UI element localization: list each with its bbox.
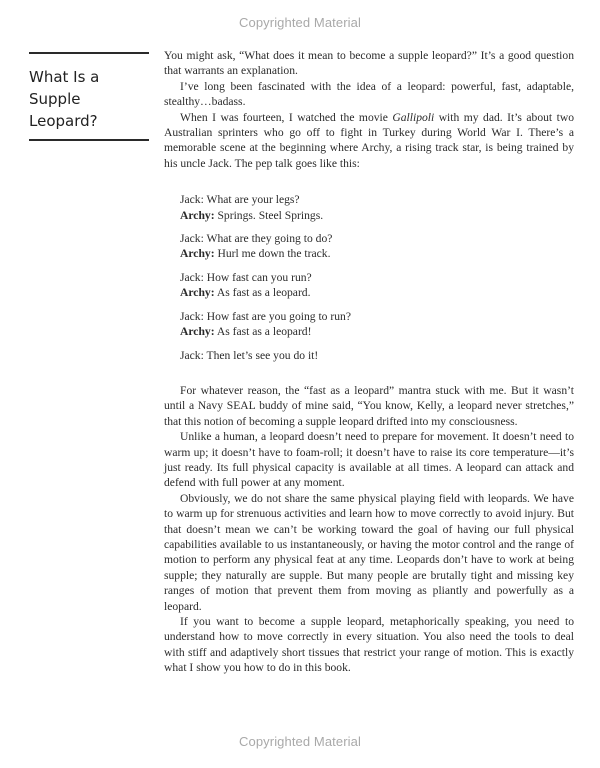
paragraph-text: When I was fourteen, I watched the movie: [180, 110, 393, 124]
dialogue-text: What are your legs?: [203, 193, 300, 207]
dialogue-text: As fast as a leopard!: [214, 325, 312, 339]
speaker-archy: Archy:: [180, 286, 215, 300]
paragraph: Obviously, we do not share the same physical playing field with leopards. We have to warm up for strenuous activities and learn how to move correctly to avoid injury. But that doesn’t mean we can’t be working toward the goal of having our full physical capabilities available to us instantaneously, or having the motor control and the range of motion to perform any physical feat at any time. Leopards don’t have to work at being supple; they naturally are supple. But many people are brutally tight and missing key ranges of motion that prevent them from moving as pliantly and powerfully as a leopard.: [164, 491, 574, 613]
speaker-archy: Archy:: [180, 208, 215, 222]
body-text: [164, 48, 574, 676]
dialogue-exchange: [180, 192, 574, 223]
dialogue-exchange: [180, 231, 574, 262]
dialogue-text: As fast as a leopard.: [214, 286, 311, 300]
dialogue-text: How fast are you going to run?: [203, 309, 351, 323]
speaker-jack: Jack:: [180, 270, 204, 284]
dialogue-exchange: [180, 348, 574, 363]
movie-title: Gallipoli: [392, 110, 435, 124]
speaker-archy: Archy:: [180, 325, 215, 339]
dialogue-line-jack: [180, 270, 574, 285]
dialogue-text: What are they going to do?: [203, 232, 333, 246]
dialogue-exchange: [180, 309, 574, 340]
paragraph: You might ask, “What does it mean to become a supple leopard?” It’s a good question that warrants an explanation.: [164, 49, 574, 78]
dialogue-line-archy: [180, 208, 574, 223]
speaker-jack: Jack:: [180, 348, 204, 362]
dialogue-text: How fast can you run?: [203, 270, 312, 284]
heading-rule-bottom: [29, 139, 149, 141]
speaker-archy: Archy:: [180, 247, 215, 261]
section-heading-line1: What Is a: [29, 68, 100, 86]
section-heading: [29, 66, 149, 132]
dialogue-line-jack: [180, 309, 574, 324]
paragraph-gallipoli: [164, 110, 574, 172]
paragraph: I’ve long been fascinated with the idea of a leopard: powerful, fast, adaptable, stealthy…badass.: [164, 79, 574, 109]
dialogue-block: [180, 192, 574, 363]
dialogue-line-archy: [180, 285, 574, 300]
speaker-jack: Jack:: [180, 193, 204, 207]
dialogue-line-jack: [180, 231, 574, 246]
paragraph: For whatever reason, the “fast as a leopard” mantra stuck with me. But it wasn’t until a Navy SEAL buddy of mine said, “You know, Kelly, a leopard never stretches,” that this notion of becoming a supple leopard drifted into my consciousness.: [164, 383, 574, 428]
dialogue-line-jack: [180, 192, 574, 207]
dialogue-line-archy: [180, 246, 574, 261]
copyright-watermark-bottom: Copyrighted Material: [239, 734, 361, 749]
dialogue-text: Then let’s see you do it!: [203, 348, 319, 362]
copyright-watermark-top: Copyrighted Material: [239, 15, 361, 30]
speaker-jack: Jack:: [180, 309, 204, 323]
section-heading-line2: Supple Leopard?: [29, 90, 98, 130]
dialogue-text: Springs. Steel Springs.: [214, 208, 324, 222]
paragraph-text: with my dad. It’s about two Australian sprinters who go off to fight in Turkey during World War I. There’s a memorable scene at the beginning where Archy, a rising track star, is being trained by his uncle Jack. The pep talk goes like this:: [164, 110, 574, 170]
dialogue-exchange: [180, 270, 574, 301]
heading-rule-top: [29, 52, 149, 54]
dialogue-text: Hurl me down the track.: [214, 247, 331, 261]
section-heading-box: [29, 52, 149, 141]
paragraph: If you want to become a supple leopard, metaphorically speaking, you need to understand how to move correctly in every situation. You also need the tools to deal with stiff and adaptively short tissues that restrict your range of motion. This is exactly what I show you how to do in this book.: [164, 615, 574, 675]
speaker-jack: Jack:: [180, 232, 204, 246]
paragraph: Unlike a human, a leopard doesn’t need to prepare for movement. It doesn’t need to warm up; it doesn’t have to foam-roll; it doesn’t have to raise its core temperature—it’s just ready. Its full physical capacity is available at all times. A leopard can attack and defend with full power at any moment.: [164, 430, 574, 490]
dialogue-line-jack: [180, 348, 574, 363]
dialogue-line-archy: [180, 324, 574, 339]
